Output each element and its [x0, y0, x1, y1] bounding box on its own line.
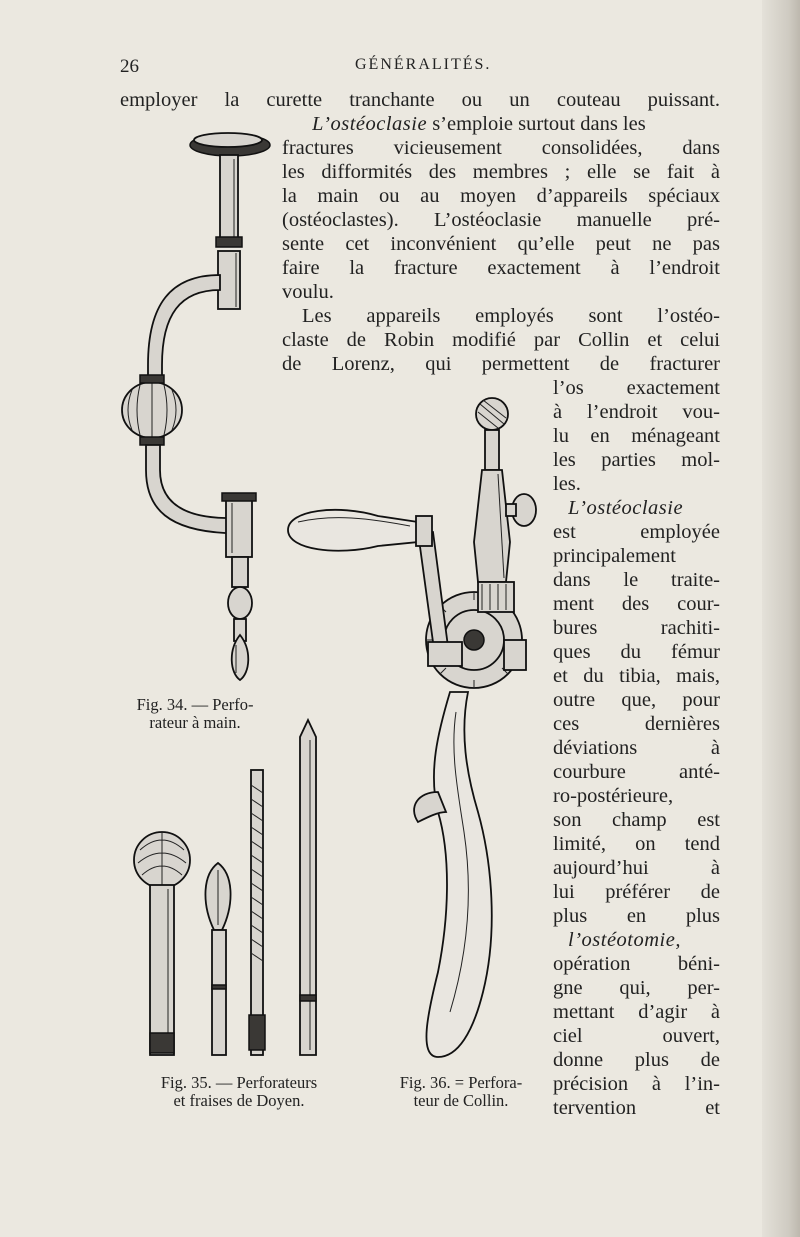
text-line: ment des cour- [553, 593, 720, 615]
text-line: les difformités des membres ; elle se fait à [282, 161, 720, 183]
text-line: fractures vicieusement consolidées, dans [282, 137, 720, 159]
text-line: tervention et [553, 1097, 720, 1119]
text-line: les parties mol- [553, 449, 720, 471]
text-line: mettant d’agir à [553, 1001, 720, 1023]
text-line: faire la fracture exactement à l’endroit [282, 257, 720, 279]
term-osteotomie: l’ostéotomie, [568, 929, 681, 951]
text-line: courbure anté- [553, 761, 720, 783]
text-line: ces dernières [553, 713, 720, 735]
text-line: précision à l’in- [553, 1073, 720, 1095]
text-line: lui préférer de [553, 881, 720, 903]
text-line: principalement [553, 545, 676, 567]
running-head: GÉNÉRALITÉS. [355, 56, 492, 73]
text-line: ciel ouvert, [553, 1025, 720, 1047]
text-line: à l’endroit vou- [553, 401, 720, 423]
text-line: voulu. [282, 281, 334, 303]
text-line: et du tibia, mais, [553, 665, 720, 687]
text-line [568, 496, 720, 520]
page-header [0, 52, 800, 82]
text-line: outre que, pour [553, 689, 720, 711]
text-line: L’ostéoclasie s’emploie surtout dans les [312, 113, 646, 135]
text-line: les. [553, 473, 581, 495]
text-line: plus en plus [553, 905, 720, 927]
text-line: est employée [553, 521, 720, 543]
page-number: 26 [120, 56, 139, 77]
text-line [568, 928, 720, 952]
text-line: ro-postérieure, [553, 785, 674, 807]
text-line: Les appareils employés sont l’ostéo- [302, 305, 720, 327]
figure-34-hand-perforator [110, 125, 275, 690]
figure-34-caption: Fig. 34. — Perfo- rateur à main. [136, 695, 254, 732]
text-line: lu en ménageant [553, 425, 720, 447]
term-osteoclasie: L’ostéoclasie [568, 497, 684, 519]
figure-35-caption: Fig. 35. — Perforateurs et fraises de Doyen. [160, 1073, 318, 1110]
figure-36-collin-perforator [278, 392, 538, 1067]
figure-36-caption: Fig. 36. = Perfora- teur de Collin. [399, 1073, 523, 1110]
text-line: ques du fémur [553, 641, 720, 663]
text-line: bures rachiti- [553, 617, 720, 639]
text-line: la main ou au moyen d’appareils spéciaux [282, 185, 720, 207]
text-line: opération béni- [553, 953, 720, 975]
text-line: (ostéoclastes). L’ostéoclasie manuelle pré- [282, 209, 720, 231]
term-osteoclasie: L’ostéoclasie [312, 113, 428, 135]
text-line: aujourd’hui à [553, 857, 720, 879]
text-line: dans le traite- [553, 569, 720, 591]
text-line: son champ est [553, 809, 720, 831]
page-edge-shadow [762, 0, 800, 1237]
text-line: l’os exactement [553, 377, 720, 399]
text-line: de Lorenz, qui permettent de fracturer [282, 353, 720, 375]
text-line: employer la curette tranchante ou un couteau puissant. [120, 89, 720, 111]
text-line: limité, on tend [553, 833, 720, 855]
text-line: gne qui, per- [553, 977, 720, 999]
text-line: claste de Robin modifié par Collin et celui [282, 329, 720, 351]
text-line: sente cet inconvénient qu’elle peut ne pas [282, 233, 720, 255]
text-line: déviations à [553, 737, 720, 759]
text-line: donne plus de [553, 1049, 720, 1071]
